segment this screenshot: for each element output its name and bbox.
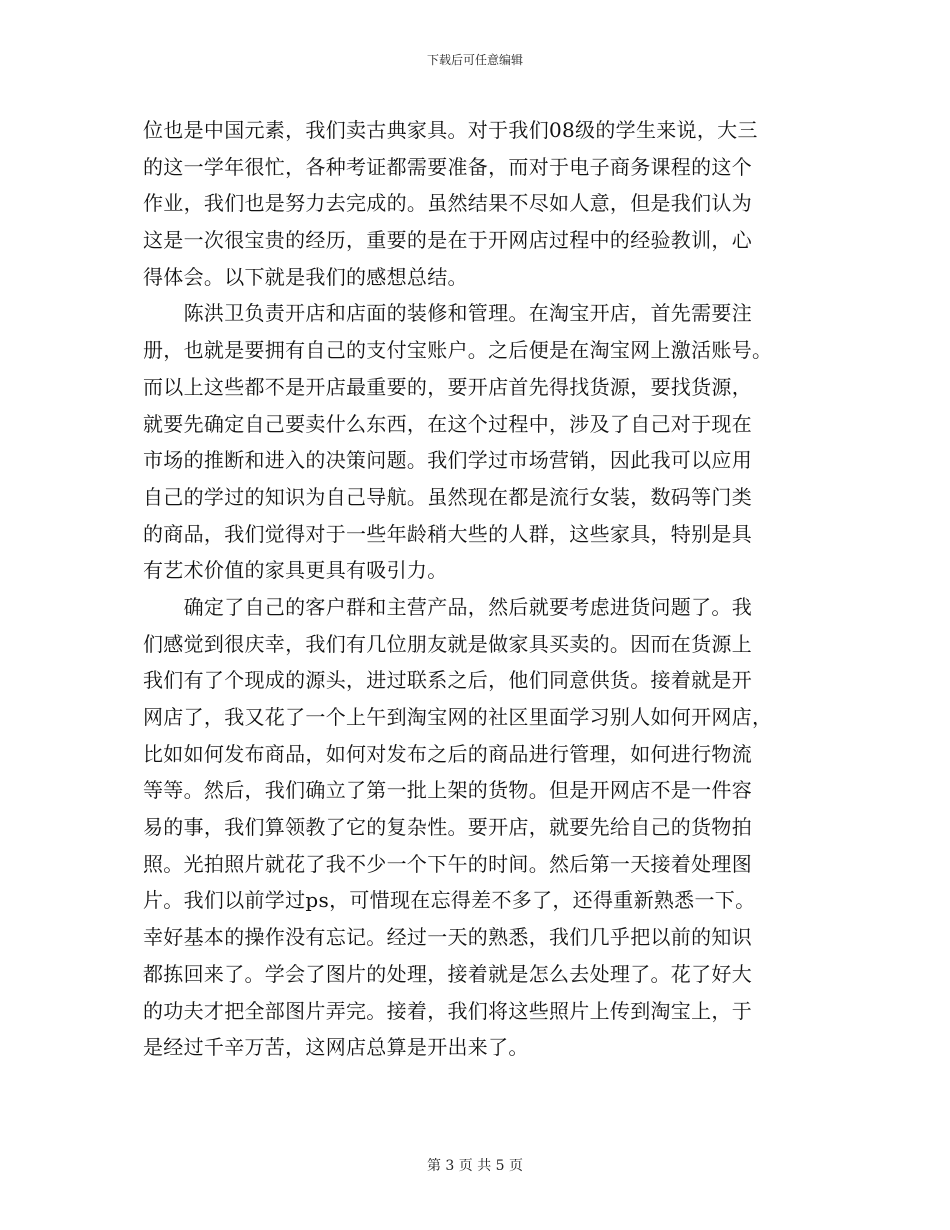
document-body (143, 112, 818, 1066)
text-line: 的商品，我们觉得对于一些年龄稍大些的人群，这些家具，特别是具 (143, 521, 752, 546)
text-line: 册，也就是要拥有自己的支付宝账户。之后便是在淘宝网上激活账号。 (143, 338, 773, 363)
text-line: 位也是中国元素，我们卖古典家具。对于我们08级的学生来说，大三 (143, 118, 758, 142)
text-line: 等等。然后，我们确立了第一批上架的货物。但是开网店不是一件容 (143, 778, 752, 803)
text-line: 得体会。以下就是我们的感想总结。 (143, 264, 468, 289)
text-line: 这是一次很宝贵的经历，重要的是在于开网店过程中的经验教训，心 (143, 228, 752, 253)
page-number: 第 3 页 共 5 页 (426, 1158, 524, 1174)
text-line: 作业，我们也是努力去完成的。虽然结果不尽如人意，但是我们认为 (143, 191, 752, 216)
text-line: 都拣回来了。学会了图片的处理，接着就是怎么去处理了。花了好大 (143, 961, 752, 986)
page-header: 下载后可任意编辑 (426, 53, 523, 67)
text-line: 自己的学过的知识为自己导航。虽然现在都是流行女装，数码等门类 (143, 484, 752, 509)
text-line: 的功夫才把全部图片弄完。接着，我们将这些照片上传到淘宝上，于 (143, 998, 752, 1023)
text-line: 就要先确定自己要卖什么东西，在这个过程中，涉及了自己对于现在 (143, 411, 752, 436)
text-line: 而以上这些都不是开店最重要的，要开店首先得找货源，要找货源， (143, 374, 752, 399)
text-line: 我们有了个现成的源头，进过联系之后，他们同意供货。接着就是开 (143, 668, 752, 693)
text-line: 确定了自己的客户群和主营产品，然后就要考虑进货问题了。我 (143, 594, 752, 619)
text-line: 有艺术价值的家具更具有吸引力。 (143, 558, 448, 583)
text-line: 们感觉到很庆幸，我们有几位朋友就是做家具买卖的。因而在货源上 (143, 631, 752, 656)
text-line: 市场的推断和进入的决策问题。我们学过市场营销，因此我可以应用 (143, 448, 752, 473)
text-line: 网店了，我又花了一个上午到淘宝网的社区里面学习别人如何开网店， (143, 705, 773, 729)
text-line: 片。我们以前学过ps，可惜现在忘得差不多了，还得重新熟悉一下。 (143, 888, 756, 913)
text-line: 易的事，我们算领教了它的复杂性。要开店，就要先给自己的货物拍 (143, 815, 752, 840)
text-line: 的这一学年很忙，各种考证都需要准备，而对于电子商务课程的这个 (143, 154, 752, 179)
text-line: 陈洪卫负责开店和店面的装修和管理。在淘宝开店，首先需要注 (143, 301, 752, 326)
text-line: 比如如何发布商品，如何对发布之后的商品进行管理，如何进行物流 (143, 741, 752, 766)
text-line: 照。光拍照片就花了我不少一个下午的时间。然后第一天接着处理图 (143, 851, 752, 876)
text-line: 是经过千辛万苦，这网店总算是开出来了。 (143, 1035, 529, 1060)
text-line: 幸好基本的操作没有忘记。经过一天的熟悉，我们几乎把以前的知识 (143, 925, 752, 950)
